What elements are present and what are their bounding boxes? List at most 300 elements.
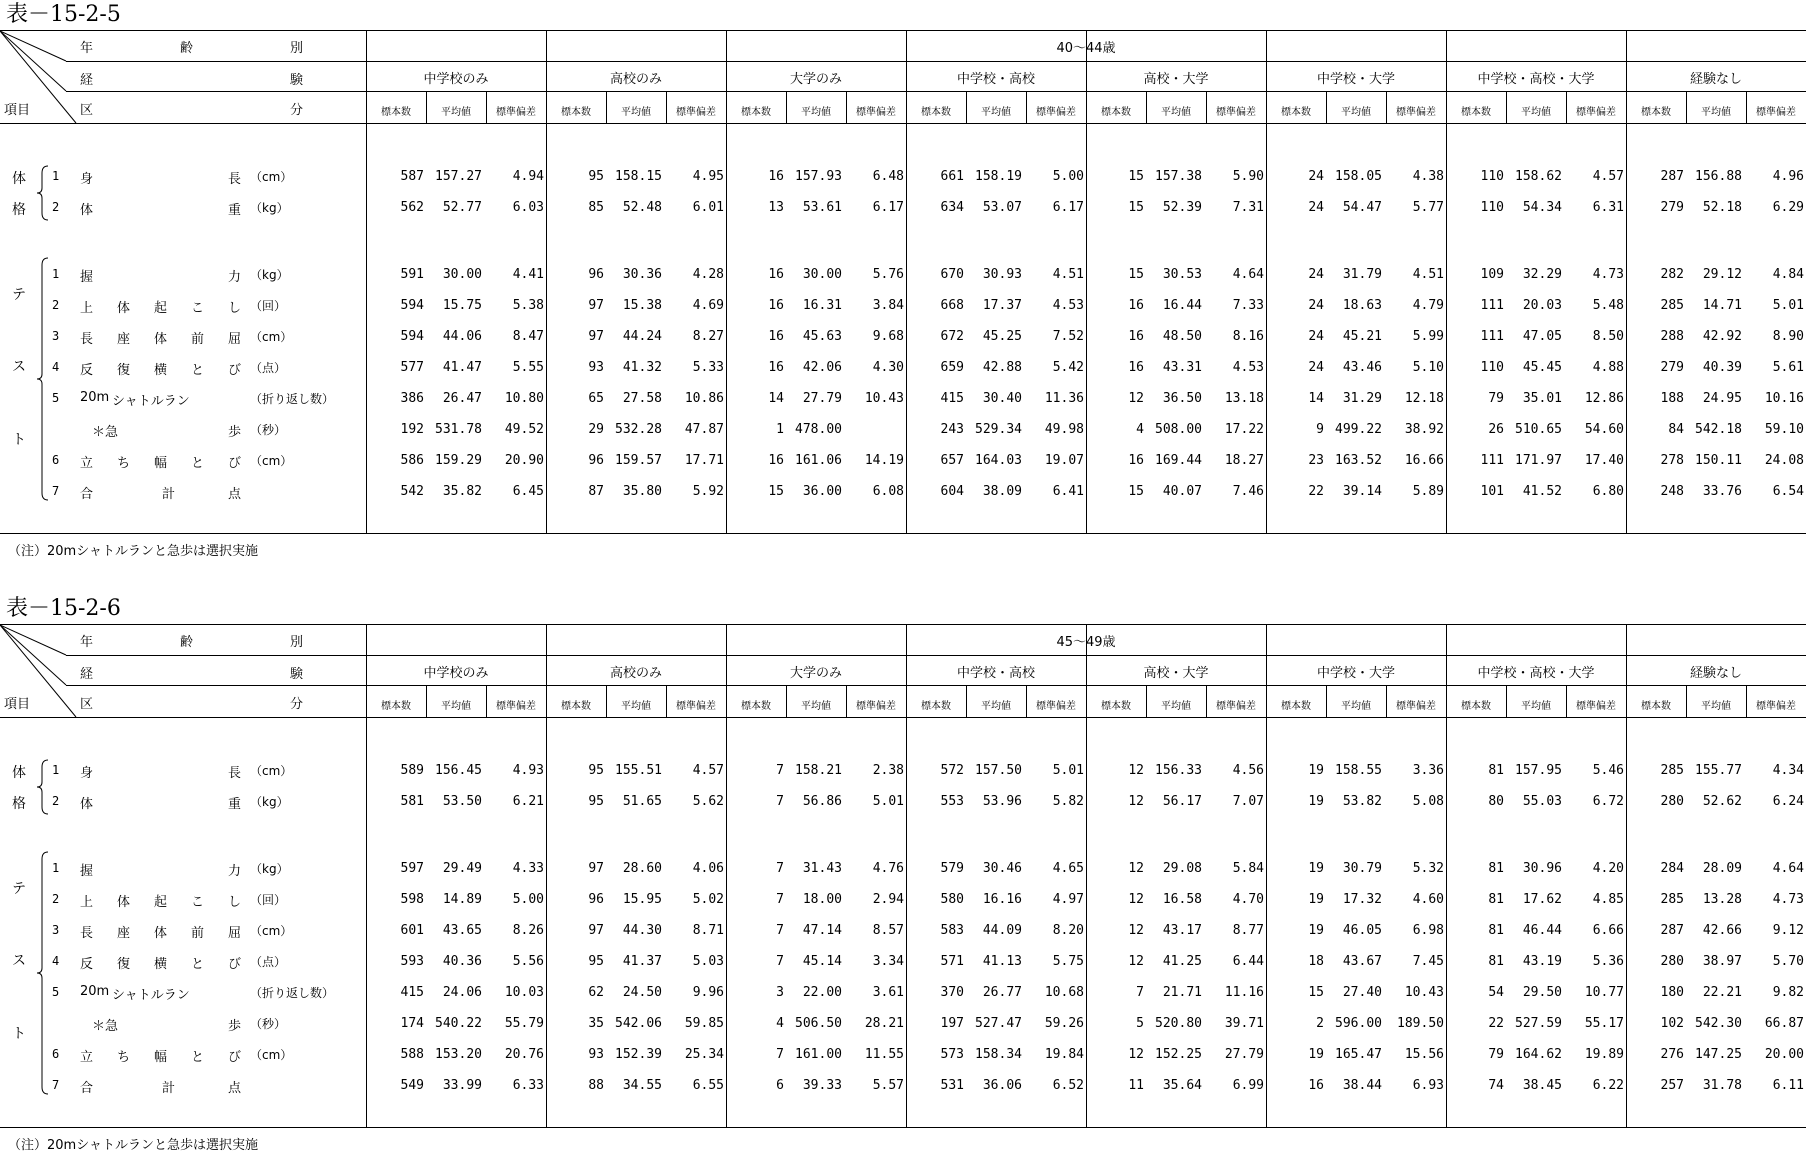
cell-value: 3.36 bbox=[1412, 763, 1444, 778]
cell-value: 32.29 bbox=[1522, 267, 1562, 282]
subcol-divider bbox=[846, 685, 847, 717]
age-label-char: 齢 bbox=[180, 635, 194, 650]
cell-value: 415 bbox=[940, 391, 964, 406]
cell-value: 44.24 bbox=[622, 329, 662, 344]
cell-value: 5.01 bbox=[1772, 298, 1804, 313]
cell-value: 147.25 bbox=[1695, 1047, 1742, 1062]
cell-value: 4 bbox=[776, 1016, 784, 1031]
cell-value: 12 bbox=[1128, 954, 1144, 969]
group-header: 中学校・高校 bbox=[956, 666, 1035, 681]
cell-value: 80 bbox=[1488, 794, 1504, 809]
row-unit: （回） bbox=[250, 893, 287, 907]
group-header: 中学校・高校・大学 bbox=[1477, 72, 1595, 87]
row-number: 4 bbox=[52, 954, 60, 968]
group-header: 高校・大学 bbox=[1143, 666, 1209, 681]
cell-value: 4.97 bbox=[1052, 892, 1084, 907]
cell-value: 5.76 bbox=[872, 267, 904, 282]
row-label-char: 点 bbox=[228, 1081, 242, 1096]
subcol-divider bbox=[486, 91, 487, 123]
cell-value: 6.01 bbox=[692, 200, 724, 215]
item-label: 項目 bbox=[4, 103, 31, 118]
cell-value: 17.32 bbox=[1342, 892, 1382, 907]
group-header: 中学校のみ bbox=[423, 666, 489, 681]
cell-value: 23 bbox=[1308, 453, 1324, 468]
cell-value: 22 bbox=[1308, 484, 1324, 499]
subcol-divider bbox=[846, 91, 847, 123]
subcol-divider bbox=[1206, 91, 1207, 123]
cell-value: 42.92 bbox=[1702, 329, 1742, 344]
category-test-char: ス bbox=[12, 953, 26, 969]
cell-value: 16.16 bbox=[982, 892, 1022, 907]
row-label-char: び bbox=[228, 957, 242, 972]
cell-value: 28.21 bbox=[864, 1016, 904, 1031]
cell-value: 6.33 bbox=[512, 1078, 544, 1093]
cell-value: 81 bbox=[1488, 861, 1504, 876]
row-number: 5 bbox=[52, 391, 60, 405]
row-number: 1 bbox=[52, 763, 60, 777]
row-label-char: 屈 bbox=[228, 926, 242, 941]
row-label-char: 20m bbox=[80, 390, 110, 405]
diagonal-line bbox=[0, 31, 66, 91]
cell-value: 279 bbox=[1660, 200, 1684, 215]
cell-value: 5.33 bbox=[692, 360, 724, 375]
cell-value: 18 bbox=[1308, 954, 1324, 969]
cell-value: 6.99 bbox=[1232, 1078, 1264, 1093]
category-test-char: ス bbox=[12, 359, 26, 375]
row-number: 1 bbox=[52, 267, 60, 281]
cell-value: 4.60 bbox=[1412, 892, 1444, 907]
cell-value: 586 bbox=[400, 453, 424, 468]
subcol-header: 標準偏差 bbox=[676, 701, 716, 712]
cell-value: 40.39 bbox=[1702, 360, 1742, 375]
cell-value: 45.21 bbox=[1342, 329, 1382, 344]
cell-value: 15 bbox=[768, 484, 784, 499]
row-label-char: 立 bbox=[80, 456, 94, 471]
cell-value: 17.37 bbox=[982, 298, 1022, 313]
cell-value: 6.98 bbox=[1412, 923, 1444, 938]
cell-value: 13.18 bbox=[1224, 391, 1264, 406]
row-unit: （kg） bbox=[250, 268, 289, 282]
cell-value: 5.46 bbox=[1592, 763, 1624, 778]
cell-value: 16.44 bbox=[1162, 298, 1202, 313]
cell-value: 25.34 bbox=[684, 1047, 724, 1062]
cell-value: 7 bbox=[776, 794, 784, 809]
cell-value: 27.79 bbox=[802, 391, 842, 406]
row-label-char: 横 bbox=[154, 363, 168, 378]
age-group-header: 40～44歳 bbox=[1056, 41, 1116, 56]
row-label-char: ち bbox=[117, 456, 131, 471]
row-label-char: 長 bbox=[80, 926, 94, 941]
cell-value: 157.27 bbox=[435, 169, 482, 184]
cell-value: 10.68 bbox=[1044, 985, 1084, 1000]
cell-value: 30.00 bbox=[442, 267, 482, 282]
cell-value: 4.73 bbox=[1592, 267, 1624, 282]
cell-value: 11.16 bbox=[1224, 985, 1264, 1000]
cell-value: 17.62 bbox=[1522, 892, 1562, 907]
row-label-char: 反 bbox=[80, 957, 94, 972]
row-label-char: と bbox=[191, 1050, 205, 1065]
row-label-char: と bbox=[191, 456, 205, 471]
cell-value: 7.52 bbox=[1052, 329, 1084, 344]
cell-value: 17.22 bbox=[1224, 422, 1264, 437]
cell-value: 5.02 bbox=[692, 892, 724, 907]
cell-value: 102 bbox=[1660, 1016, 1684, 1031]
cell-value: 527.59 bbox=[1515, 1016, 1562, 1031]
cell-value: 5.61 bbox=[1772, 360, 1804, 375]
exp-label-char: 験 bbox=[290, 667, 304, 682]
cell-value: 604 bbox=[940, 484, 964, 499]
cell-value: 36.06 bbox=[982, 1078, 1022, 1093]
cell-value: 156.88 bbox=[1695, 169, 1742, 184]
cell-value: 158.19 bbox=[975, 169, 1022, 184]
row-label-char: 計 bbox=[162, 487, 176, 502]
row-unit: （秒） bbox=[250, 1017, 287, 1031]
cell-value: 659 bbox=[940, 360, 964, 375]
cell-value: 5.08 bbox=[1412, 794, 1444, 809]
cell-value: 10.86 bbox=[684, 391, 724, 406]
cell-value: 93 bbox=[588, 1047, 604, 1062]
cell-value: 4.56 bbox=[1232, 763, 1264, 778]
cell-value: 6.72 bbox=[1592, 794, 1624, 809]
cell-value: 4.51 bbox=[1052, 267, 1084, 282]
group-header: 高校・大学 bbox=[1143, 72, 1209, 87]
subcol-divider bbox=[1146, 685, 1147, 717]
cell-value: 157.38 bbox=[1155, 169, 1202, 184]
cell-value: 5.99 bbox=[1412, 329, 1444, 344]
cell-value: 2.94 bbox=[872, 892, 904, 907]
cell-value: 588 bbox=[400, 1047, 424, 1062]
subcol-header: 標準偏差 bbox=[1396, 701, 1436, 712]
cell-value: 280 bbox=[1660, 954, 1684, 969]
cell-value: 583 bbox=[940, 923, 964, 938]
cell-value: 4.06 bbox=[692, 861, 724, 876]
category-body-char: 体 bbox=[12, 765, 26, 781]
cell-value: 38.44 bbox=[1342, 1078, 1382, 1093]
subcol-divider bbox=[426, 91, 427, 123]
cell-value: 6.55 bbox=[692, 1078, 724, 1093]
subcol-header: 標準偏差 bbox=[1216, 701, 1256, 712]
cell-value: 10.43 bbox=[864, 391, 904, 406]
row-number: 2 bbox=[52, 794, 60, 808]
cell-value: 1 bbox=[776, 422, 784, 437]
subcol-header: 標準偏差 bbox=[1216, 107, 1256, 118]
cell-value: 41.47 bbox=[442, 360, 482, 375]
row-label-char: 長 bbox=[80, 332, 94, 347]
cell-value: 8.20 bbox=[1052, 923, 1084, 938]
cell-value: 97 bbox=[588, 298, 604, 313]
subcol-divider bbox=[426, 685, 427, 717]
cell-value: 47.14 bbox=[802, 923, 842, 938]
age-label-char: 別 bbox=[290, 41, 304, 56]
cell-value: 12 bbox=[1128, 1047, 1144, 1062]
row-label-char: 計 bbox=[162, 1081, 176, 1096]
row-label-char: 座 bbox=[117, 332, 131, 347]
cell-value: 35.80 bbox=[622, 484, 662, 499]
cell-value: 4.20 bbox=[1592, 861, 1624, 876]
cell-value: 62 bbox=[588, 985, 604, 1000]
subcol-header: 標本数 bbox=[741, 107, 771, 118]
cell-value: 45.14 bbox=[802, 954, 842, 969]
cat-label-char: 分 bbox=[290, 697, 304, 712]
cell-value: 35 bbox=[588, 1016, 604, 1031]
cell-value: 18.00 bbox=[802, 892, 842, 907]
cell-value: 14 bbox=[768, 391, 784, 406]
cell-value: 4.33 bbox=[512, 861, 544, 876]
row-unit: （秒） bbox=[250, 423, 287, 437]
cell-value: 95 bbox=[588, 763, 604, 778]
subcol-header: 標本数 bbox=[1281, 701, 1311, 712]
cell-value: 5.55 bbox=[512, 360, 544, 375]
cell-value: 110 bbox=[1480, 360, 1504, 375]
cell-value: 285 bbox=[1660, 892, 1684, 907]
cell-value: 8.16 bbox=[1232, 329, 1264, 344]
cell-value: 529.34 bbox=[975, 422, 1022, 437]
cell-value: 81 bbox=[1488, 923, 1504, 938]
cell-value: 5.82 bbox=[1052, 794, 1084, 809]
cell-value: 4.73 bbox=[1772, 892, 1804, 907]
cell-value: 56.86 bbox=[802, 794, 842, 809]
row-unit: （kg） bbox=[250, 795, 289, 809]
row-unit: （cm） bbox=[250, 330, 293, 344]
subcol-header: 標準偏差 bbox=[1036, 107, 1076, 118]
subcol-divider bbox=[966, 685, 967, 717]
cell-value: 9 bbox=[1316, 422, 1324, 437]
cell-value: 8.77 bbox=[1232, 923, 1264, 938]
cell-value: 12.86 bbox=[1584, 391, 1624, 406]
cell-value: 159.57 bbox=[615, 453, 662, 468]
cell-value: 6.54 bbox=[1772, 484, 1804, 499]
row-label-char: 幅 bbox=[154, 1050, 168, 1065]
subcol-header: 標本数 bbox=[1641, 701, 1671, 712]
cell-value: 52.77 bbox=[442, 200, 482, 215]
cell-value: 4.57 bbox=[1592, 169, 1624, 184]
cell-value: 5.00 bbox=[1052, 169, 1084, 184]
diagonal-line bbox=[0, 31, 66, 61]
subcol-divider bbox=[1506, 685, 1507, 717]
row-label-char: び bbox=[228, 456, 242, 471]
subcol-divider bbox=[1566, 91, 1567, 123]
subcol-divider bbox=[1026, 685, 1027, 717]
cell-value: 14.89 bbox=[442, 892, 482, 907]
cell-value: 49.98 bbox=[1044, 422, 1084, 437]
cell-value: 171.97 bbox=[1515, 453, 1562, 468]
cell-value: 46.44 bbox=[1522, 923, 1562, 938]
cell-value: 16 bbox=[768, 360, 784, 375]
cell-value: 14.19 bbox=[864, 453, 904, 468]
cell-value: 19.84 bbox=[1044, 1047, 1084, 1062]
cell-value: 16 bbox=[1128, 329, 1144, 344]
row-unit: （cm） bbox=[250, 1048, 293, 1062]
cell-value: 6.93 bbox=[1412, 1078, 1444, 1093]
category-test-char: ト bbox=[12, 1026, 26, 1042]
cell-value: 28.09 bbox=[1702, 861, 1742, 876]
cell-value: 156.33 bbox=[1155, 763, 1202, 778]
category-body-char: 格 bbox=[12, 202, 26, 218]
row-label-char: 前 bbox=[191, 332, 205, 347]
cell-value: 5.01 bbox=[872, 794, 904, 809]
cell-value: 30.79 bbox=[1342, 861, 1382, 876]
cell-value: 156.45 bbox=[435, 763, 482, 778]
cell-value: 150.11 bbox=[1695, 453, 1742, 468]
subcol-divider bbox=[486, 685, 487, 717]
cell-value: 572 bbox=[940, 763, 964, 778]
subcol-divider bbox=[786, 685, 787, 717]
subcol-header: 標本数 bbox=[1281, 107, 1311, 118]
subcol-divider bbox=[1146, 91, 1147, 123]
row-label-char: 合 bbox=[80, 487, 94, 502]
row-label-char: 力 bbox=[228, 270, 242, 285]
cell-value: 39.71 bbox=[1224, 1016, 1264, 1031]
cell-value: 288 bbox=[1660, 329, 1684, 344]
cat-label-char: 区 bbox=[80, 103, 94, 118]
row-label-char: 体 bbox=[80, 797, 94, 812]
cell-value: 79 bbox=[1488, 1047, 1504, 1062]
cell-value: 5.36 bbox=[1592, 954, 1624, 969]
row-unit: （点） bbox=[250, 955, 287, 969]
cell-value: 5.84 bbox=[1232, 861, 1264, 876]
cell-value: 81 bbox=[1488, 892, 1504, 907]
cell-value: 55.79 bbox=[504, 1016, 544, 1031]
cell-value: 661 bbox=[940, 169, 964, 184]
subcol-header: 平均値 bbox=[1521, 107, 1551, 118]
cell-value: 668 bbox=[940, 298, 964, 313]
cell-value: 24 bbox=[1308, 267, 1324, 282]
cell-value: 20.03 bbox=[1522, 298, 1562, 313]
cell-value: 26.47 bbox=[442, 391, 482, 406]
cell-value: 15.56 bbox=[1404, 1047, 1444, 1062]
cell-value: 22.00 bbox=[802, 985, 842, 1000]
cell-value: 5.70 bbox=[1772, 954, 1804, 969]
subcol-header: 標準偏差 bbox=[1756, 701, 1796, 712]
cell-value: 7.31 bbox=[1232, 200, 1264, 215]
table-note: （注）20mシャトルランと急歩は選択実施 bbox=[8, 1138, 258, 1153]
row-label-char: 体 bbox=[154, 926, 168, 941]
cell-value: 4.88 bbox=[1592, 360, 1624, 375]
cell-value: 5.42 bbox=[1052, 360, 1084, 375]
header-rule bbox=[66, 91, 366, 92]
row-label-char: こ bbox=[191, 895, 205, 910]
header-rule bbox=[66, 61, 366, 62]
cell-value: 597 bbox=[400, 861, 424, 876]
cell-value: 54 bbox=[1488, 985, 1504, 1000]
cell-value: 26 bbox=[1488, 422, 1504, 437]
cell-value: 155.51 bbox=[615, 763, 662, 778]
cell-value: 30.36 bbox=[622, 267, 662, 282]
cell-value: 161.00 bbox=[795, 1047, 842, 1062]
category-body-char: 格 bbox=[12, 796, 26, 812]
subcol-divider bbox=[966, 91, 967, 123]
group-header: 中学校・高校・大学 bbox=[1477, 666, 1595, 681]
cell-value: 53.50 bbox=[442, 794, 482, 809]
row-label-char: ＊急 bbox=[92, 1019, 119, 1034]
cell-value: 53.96 bbox=[982, 794, 1022, 809]
category-test-char: テ bbox=[12, 287, 26, 303]
subcol-header: 標準偏差 bbox=[676, 107, 716, 118]
cell-value: 279 bbox=[1660, 360, 1684, 375]
group-header: 高校のみ bbox=[609, 72, 662, 87]
cell-value: 96 bbox=[588, 892, 604, 907]
cell-value: 6.11 bbox=[1772, 1078, 1804, 1093]
subcol-header: 標本数 bbox=[381, 701, 411, 712]
row-label-char: し bbox=[228, 301, 242, 316]
cell-value: 27.58 bbox=[622, 391, 662, 406]
group-header: 大学のみ bbox=[789, 666, 842, 681]
cell-value: 38.97 bbox=[1702, 954, 1742, 969]
cell-value: 587 bbox=[400, 169, 424, 184]
cell-value: 19.89 bbox=[1584, 1047, 1624, 1062]
cell-value: 44.06 bbox=[442, 329, 482, 344]
cell-value: 12.18 bbox=[1404, 391, 1444, 406]
cell-value: 594 bbox=[400, 329, 424, 344]
cell-value: 5.90 bbox=[1232, 169, 1264, 184]
cell-value: 53.61 bbox=[802, 200, 842, 215]
cell-value: 16.66 bbox=[1404, 453, 1444, 468]
cell-value: 7 bbox=[1136, 985, 1144, 1000]
subcol-header: 平均値 bbox=[621, 701, 651, 712]
header-rule bbox=[0, 123, 1806, 124]
cell-value: 21.71 bbox=[1162, 985, 1202, 1000]
subcol-header: 平均値 bbox=[981, 107, 1011, 118]
cell-value: 43.19 bbox=[1522, 954, 1562, 969]
cell-value: 30.00 bbox=[802, 267, 842, 282]
cell-value: 243 bbox=[940, 422, 964, 437]
cell-value: 95 bbox=[588, 954, 604, 969]
cell-value: 17.40 bbox=[1584, 453, 1624, 468]
cell-value: 15.95 bbox=[622, 892, 662, 907]
cell-value: 44.30 bbox=[622, 923, 662, 938]
cell-value: 7.46 bbox=[1232, 484, 1264, 499]
cell-value: 30.46 bbox=[982, 861, 1022, 876]
subcol-header: 標本数 bbox=[561, 701, 591, 712]
cell-value: 4 bbox=[1136, 422, 1144, 437]
cell-value: 6.48 bbox=[872, 169, 904, 184]
group-header: 経験なし bbox=[1689, 666, 1742, 681]
group-header: 中学校・大学 bbox=[1316, 666, 1395, 681]
cell-value: 56.17 bbox=[1162, 794, 1202, 809]
row-label-char: 復 bbox=[117, 957, 131, 972]
cell-value: 596.00 bbox=[1335, 1016, 1382, 1031]
subcol-header: 標準偏差 bbox=[1576, 701, 1616, 712]
cell-value: 84 bbox=[1668, 422, 1684, 437]
subcol-divider bbox=[1386, 685, 1387, 717]
cell-value: 34.55 bbox=[622, 1078, 662, 1093]
cell-value: 16 bbox=[1128, 453, 1144, 468]
cell-value: 16 bbox=[1128, 298, 1144, 313]
cell-value: 12 bbox=[1128, 763, 1144, 778]
cell-value: 4.34 bbox=[1772, 763, 1804, 778]
row-number: 3 bbox=[52, 923, 60, 937]
exp-label-char: 験 bbox=[290, 73, 304, 88]
cell-value: 189.50 bbox=[1397, 1016, 1444, 1031]
cell-value: 15.75 bbox=[442, 298, 482, 313]
cell-value: 14.71 bbox=[1702, 298, 1742, 313]
cell-value: 520.80 bbox=[1155, 1016, 1202, 1031]
subcol-header: 標準偏差 bbox=[1756, 107, 1796, 118]
cell-value: 542.30 bbox=[1695, 1016, 1742, 1031]
cell-value: 53.07 bbox=[982, 200, 1022, 215]
row-label-char: 体 bbox=[117, 895, 131, 910]
subcol-header: 平均値 bbox=[801, 107, 831, 118]
cell-value: 15 bbox=[1128, 484, 1144, 499]
diagonal-line bbox=[0, 625, 66, 655]
cell-value: 280 bbox=[1660, 794, 1684, 809]
cell-value: 5.56 bbox=[512, 954, 544, 969]
cell-value: 45.63 bbox=[802, 329, 842, 344]
cell-value: 41.25 bbox=[1162, 954, 1202, 969]
subcol-divider bbox=[1026, 91, 1027, 123]
cell-value: 15 bbox=[1308, 985, 1324, 1000]
cell-value: 11 bbox=[1128, 1078, 1144, 1093]
